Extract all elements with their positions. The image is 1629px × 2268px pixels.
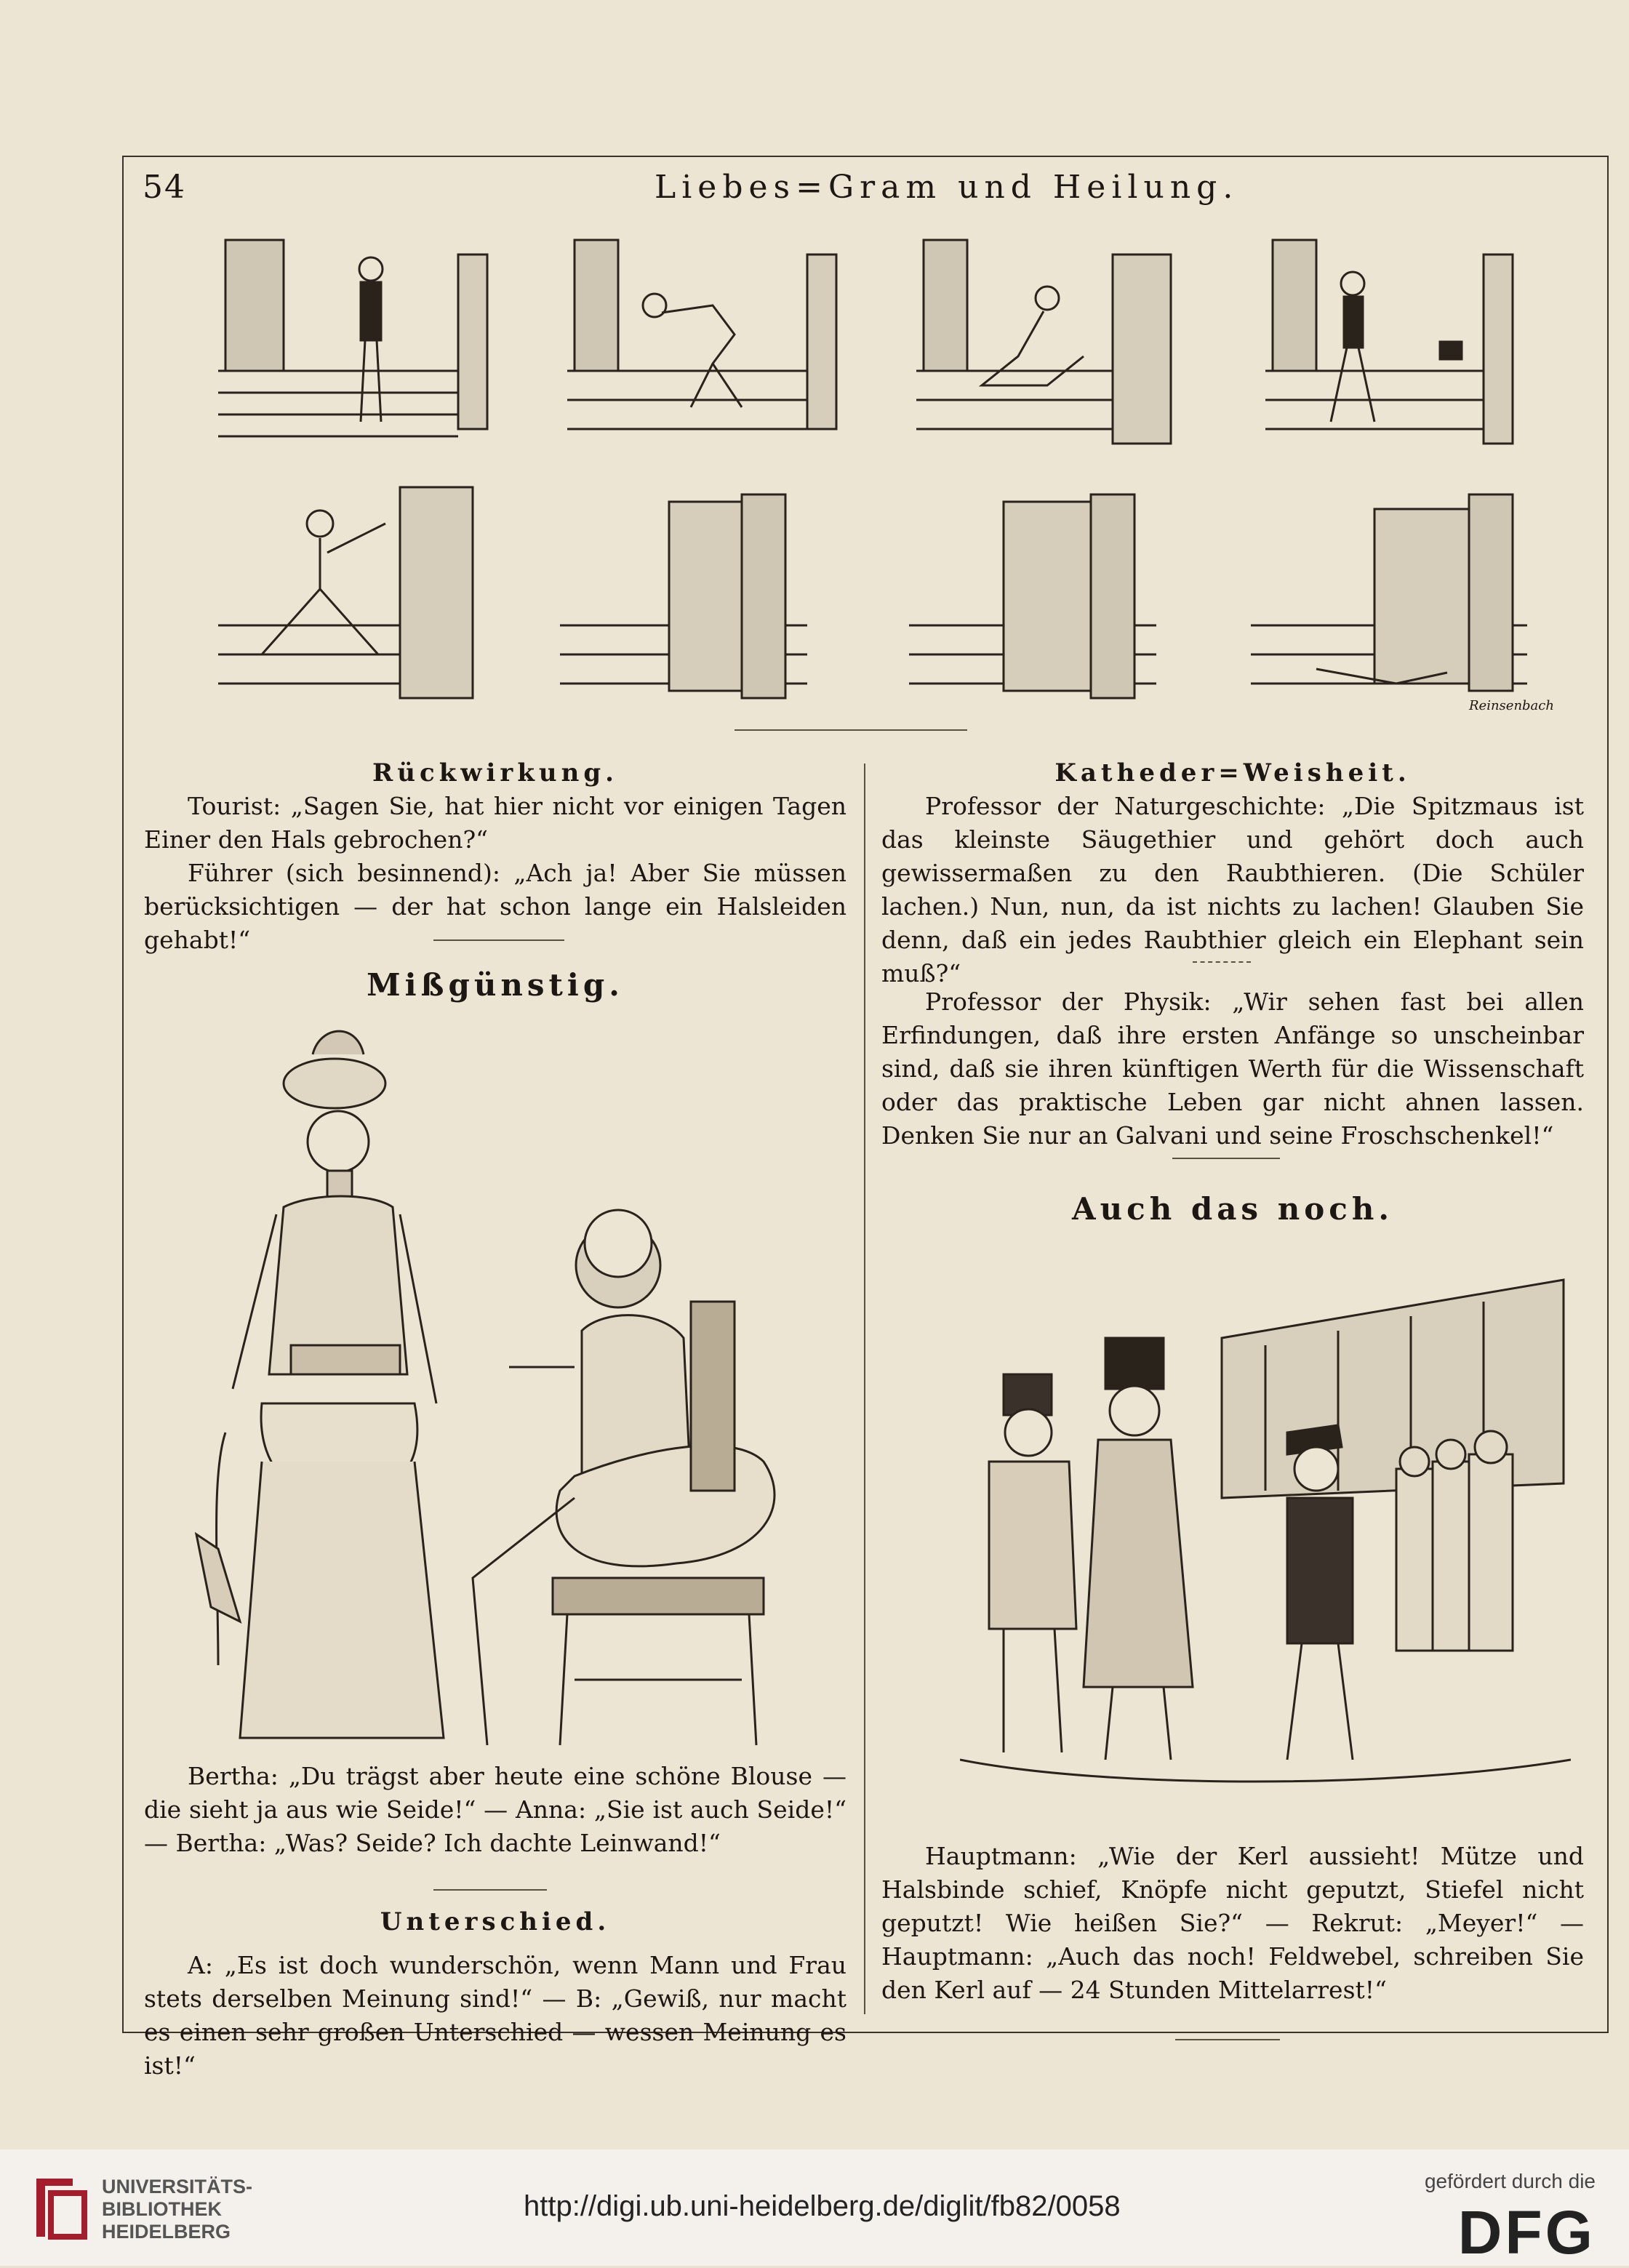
library-name-line-2: BIBLIOTHEK [102, 2198, 222, 2220]
library-name [102, 2176, 252, 2243]
ornamental-divider [1193, 954, 1251, 963]
section-title-rueckwirkung: Rückwirkung. [372, 758, 618, 788]
rueckwirkung-line-2: Führer (sich besinnend): „Ach ja! Aber Sie müssen berücksichtigen — der hat schon lange ein Halsleiden gehabt!“ [144, 859, 846, 954]
rueckwirkung-line-1: Tourist: „Sagen Sie, hat hier nicht vor einigen Tagen Einer den Hals gebrochen?“ [144, 792, 846, 854]
cartoon-strip-row-2 [218, 480, 1614, 727]
artist-signature: Reinsenbach [1469, 698, 1554, 713]
cartoon-panel-2 [567, 240, 836, 429]
section-divider [1172, 1158, 1280, 1159]
section-title-unterschied: Unterschied. [380, 1907, 611, 1936]
missguenstig-text-block [144, 1760, 846, 1860]
column-divider [864, 764, 865, 2014]
section-title-katheder-weisheit: Katheder=Weisheit. [1054, 758, 1411, 788]
digitization-footer [0, 2149, 1629, 2266]
cartoon-panel-4 [1265, 240, 1513, 444]
section-divider [1175, 2039, 1280, 2040]
cartoon-panel-3 [916, 240, 1171, 444]
cartoon-panel-5 [218, 487, 473, 698]
funding-note: gefördert durch die [1424, 2170, 1596, 2192]
illustration-soldiers [960, 1251, 1571, 1789]
illustration-two-women [167, 1025, 807, 1752]
katheder-physik: Professor der Physik: „Wir sehen fast bei allen Erfindungen, daß ihre ersten Anfänge so unscheinbar sind, daß sie ihren künftigen Werth für die Wissenschaft oder das praktische Leben gar nicht ahnen lassen. Denken Sie nur an Galvani und seine Froschschenkel!“ [881, 987, 1584, 1150]
unterschied-block [144, 1905, 846, 2083]
auch-das-noch-text-block [881, 1840, 1584, 2007]
cartoon-row-1-illustration [218, 225, 1614, 473]
cartoon-panel-1 [218, 240, 487, 436]
auch-das-noch-dialogue: Hauptmann: „Wie der Kerl aussieht! Mütze und Halsbinde schief, Knöpfe nicht geputzt, Stiefel nicht geputzt! Wie heißen Sie?“ — Rekrut: „Meyer!“ — Hauptmann: „Auch das noch! Feldwebel, schreiben Sie den Kerl auf — 24 Stunden Mittelarrest!“ [881, 1842, 1584, 2004]
physik-block [881, 985, 1584, 1153]
unterschied-dialogue: A: „Es ist doch wunderschön, wenn Mann und Frau stets derselben Meinung sind!“ — B: „Gewiß, nur macht es einen sehr großen Unterschied — wessen Meinung es ist!“ [144, 1951, 846, 2080]
section-divider [735, 729, 967, 731]
cartoon-panel-7 [909, 494, 1156, 698]
page-number: 54 [143, 169, 186, 206]
cartoon-row-2-illustration [218, 480, 1614, 727]
missguenstig-dialogue: Bertha: „Du trägst aber heute eine schöne Blouse — die sieht ja aus wie Seide!“ — Anna: „Sie ist auch Seide!“ — Bertha: „Was? Seide? Ich dachte Leinwand!“ [144, 1762, 846, 1857]
women-drawing [167, 1025, 807, 1752]
dfg-logo: DFG [1457, 2198, 1596, 2267]
cartoon-strip-row-1 [218, 225, 1614, 473]
digitization-url-link[interactable]: http://digi.ub.uni-heidelberg.de/diglit/fb82/0058 [524, 2190, 1121, 2222]
soldiers-drawing [960, 1251, 1571, 1789]
section-divider [433, 939, 564, 941]
running-title: Liebes=Gram und Heilung. [655, 169, 1239, 206]
katheder-naturgeschichte: Professor der Naturgeschichte: „Die Spitzmaus ist das kleinste Säugethier und gehört doch auch gewissermaßen zu den Raubthieren. (Die Schüler lachen.) Nun, nun, da ist nichts zu lachen! Glauben Sie denn, daß ein jedes Raubthier gleich ein Elephant sein muß?“ [881, 792, 1584, 987]
library-name-line-1: UNIVERSITÄTS- [102, 2176, 253, 2197]
section-title-missguenstig: Mißgünstig. [367, 967, 624, 1003]
library-name-line-3: HEIDELBERG [102, 2221, 231, 2243]
university-library-logo-icon [29, 2171, 92, 2244]
cartoon-panel-6 [560, 494, 807, 698]
cartoon-panel-8 [1251, 494, 1527, 691]
section-divider [433, 1889, 547, 1891]
section-title-auch-das-noch: Auch das noch. [1072, 1191, 1393, 1227]
left-column [144, 756, 846, 957]
